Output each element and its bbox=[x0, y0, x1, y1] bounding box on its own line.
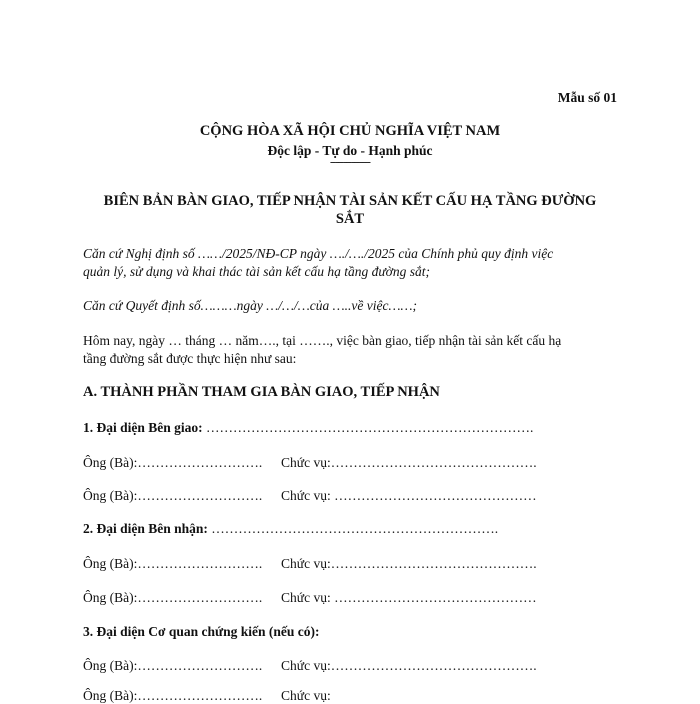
party-2-dots: ………………………………………………………. bbox=[207, 521, 499, 536]
party-1-heading bbox=[83, 420, 533, 436]
party-1-person-2-position: Chức vụ: ……………………………………… bbox=[281, 488, 537, 503]
party-3-heading bbox=[83, 624, 320, 640]
party-1-dots: ………………………………………………………………. bbox=[202, 420, 534, 435]
intro-line1: Hôm nay, ngày … tháng … năm…., tại ……., việc bàn giao, tiếp nhận tài sản kết cấu hạ bbox=[83, 333, 562, 348]
party-3-person-1-position: Chức vụ:………………………………………. bbox=[281, 658, 537, 673]
motto-separator: --------------- bbox=[330, 156, 370, 168]
intro-line2: tầng đường sắt được thực hiện như sau: bbox=[83, 351, 297, 366]
party-2-person-2-name: Ông (Bà):………………………. bbox=[83, 590, 263, 605]
decree-basis-line2: quản lý, sử dụng và khai thác tài sản kết cấu hạ tầng đường sắt; bbox=[83, 264, 431, 279]
party-2-person-2-position: Chức vụ: ……………………………………… bbox=[281, 590, 537, 605]
document-title-line1: BIÊN BẢN BÀN GIAO, TIẾP NHẬN TÀI SẢN KẾT CẤU HẠ TẦNG ĐƯỜNG bbox=[103, 193, 597, 209]
document-title-line2: SẮT bbox=[335, 211, 365, 227]
decree-basis-line1: Căn cứ Nghị định số ……/2025/NĐ-CP ngày …./…./2025 của Chính phủ quy định việc bbox=[83, 246, 554, 261]
party-3-person-2-name: Ông (Bà):………………………. bbox=[83, 688, 263, 703]
party-3-person-2-position: Chức vụ: bbox=[281, 688, 331, 703]
party-2-person-1-name: Ông (Bà):………………………. bbox=[83, 556, 263, 571]
party-1-person-2-name: Ông (Bà):………………………. bbox=[83, 488, 263, 503]
decision-basis: Căn cứ Quyết định số………ngày …/…/…của …..về việc……; bbox=[83, 298, 417, 313]
party-3-label: 3. Đại diện Cơ quan chứng kiến (nếu có): bbox=[83, 624, 320, 639]
form-number: Mẫu số 01 bbox=[557, 90, 617, 105]
country-name: CỘNG HÒA XÃ HỘI CHỦ NGHĨA VIỆT NAM bbox=[199, 123, 501, 139]
party-1-label: 1. Đại diện Bên giao: bbox=[83, 420, 203, 435]
national-motto: Độc lập - Tự do - Hạnh phúc bbox=[267, 143, 433, 158]
section-a-heading: A. THÀNH PHẦN THAM GIA BÀN GIAO, TIẾP NHẬN bbox=[83, 384, 440, 400]
party-1-person-1-position: Chức vụ:………………………………………. bbox=[281, 455, 537, 470]
party-2-heading bbox=[83, 521, 498, 537]
party-3-person-1-name: Ông (Bà):………………………. bbox=[83, 658, 263, 673]
party-2-label: 2. Đại diện Bên nhận: bbox=[83, 521, 208, 536]
party-2-person-1-position: Chức vụ:………………………………………. bbox=[281, 556, 537, 571]
party-1-person-1-name: Ông (Bà):………………………. bbox=[83, 455, 263, 470]
